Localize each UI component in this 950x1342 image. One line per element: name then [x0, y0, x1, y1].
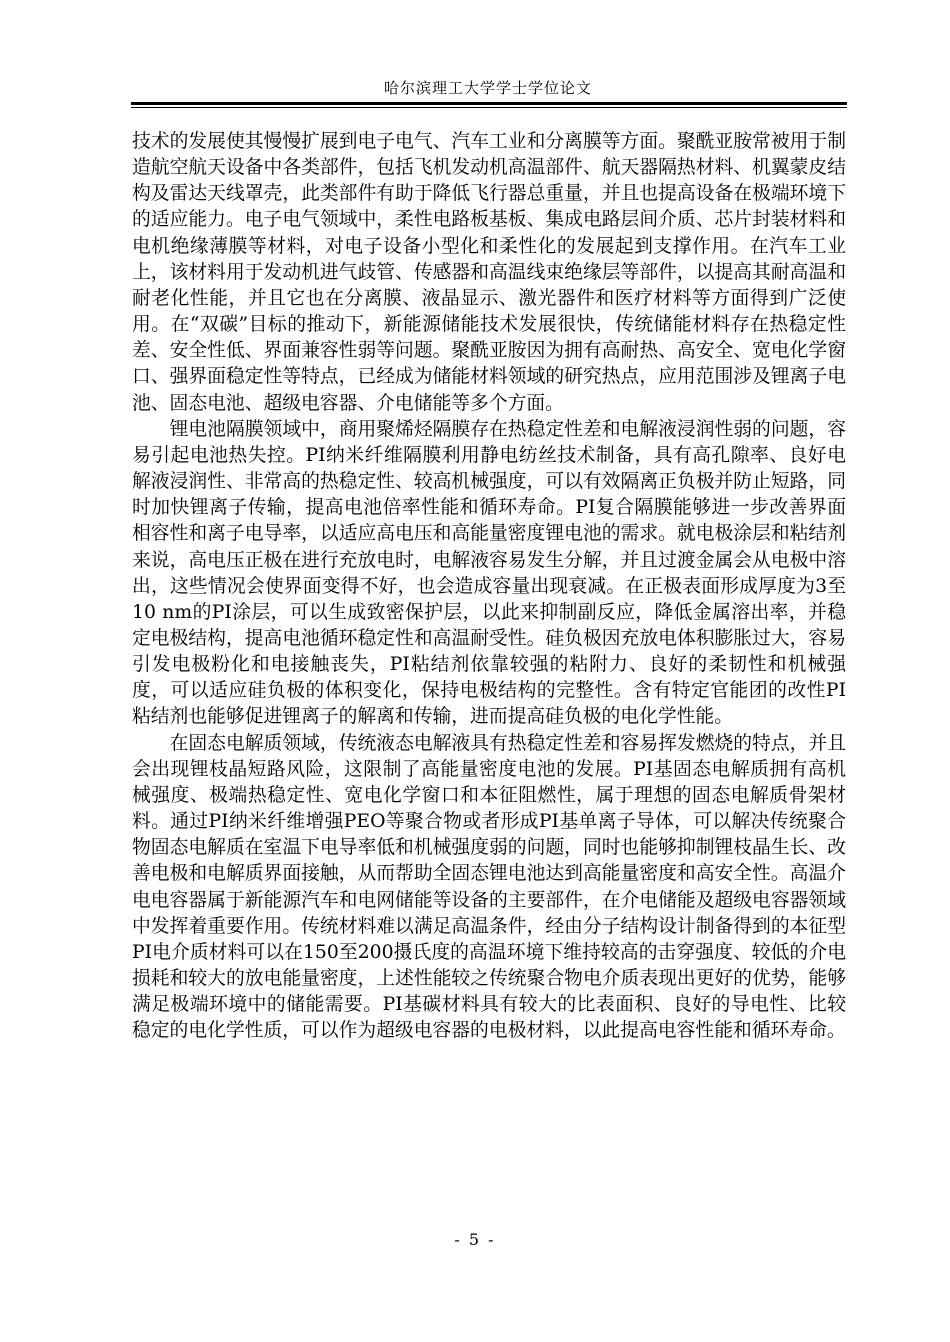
header-rule-thick — [131, 102, 847, 105]
body-text — [132, 129, 846, 1044]
page-header-title: 哈尔滨理工大学学士学位论文 — [383, 79, 592, 97]
header-rule-thin — [131, 107, 847, 108]
paragraph-1: 技术的发展使其慢慢扩展到电子电气、汽车工业和分离膜等方面。聚酰亚胺常被用于制造航空航天设备中各类部件，包括飞机发动机高温部件、航天器隔热材料、机翼蒙皮结构及雷达天线罩壳，此类部件有助于降低飞行器总重量，并且也提高设备在极端环境下的适应能力。电子电气领域中，柔性电路板基板、集成电路层间介质、芯片封装材料和电机绝缘薄膜等材料，对电子设备小型化和柔性化的发展起到支撑作用。在汽车工业上，该材料用于发动机进气歧管、传感器和高温线束绝缘层等部件，以提高其耐高温和耐老化性能，并且它也在分离膜、液晶显示、激光器件和医疗材料等方面得到广泛使用。在“双碳”目标的推动下，新能源储能技术发展很快，传统储能材料存在热稳定性差、安全性低、界面兼容性弱等问题。聚酰亚胺因为拥有高耐热、高安全、宽电化学窗口、强界面稳定性等特点，已经成为储能材料领域的研究热点，应用范围涉及锂离子电池、固态电池、超级电容器、介电储能等多个方面。 — [132, 131, 846, 414]
paragraph-2: 锂电池隔膜领域中，商用聚烯烃隔膜存在热稳定性差和电解液浸润性弱的问题，容易引起电池热失控。PI纳米纤维隔膜利用静电纺丝技术制备，具有高孔隙率、良好电解液浸润性、非常高的热稳定性、较高机械强度，可以有效隔离正负极并防止短路，同时加快锂离子传输，提高电池倍率性能和循环寿命。PI复合隔膜能够进一步改善界面相容性和离子电导率，以适应高电压和高能量密度锂电池的需求。就电极涂层和粘结剂来说，高电压正极在进行充放电时，电解液容易发生分解，并且过渡金属会从电极中溶出，这些情况会使界面变得不好，也会造成容量出现衰减。在正极表面形成厚度为3至10 nm的PI涂层，可以生成致密保护层，以此来抑制副反应，降低金属溶出率，并稳定电极结构，提高电池循环稳定性和高温耐受性。硅负极因充放电体积膨胀过大，容易引发电极粉化和电接触丧失，PI粘结剂依靠较强的粘附力、良好的柔韧性和机械强度，可以适应硅负极的体积变化，保持电极结构的完整性。含有特定官能团的改性PI粘结剂也能够促进锂离子的解离和传输，进而提高硅负极的电化学性能。 — [132, 418, 846, 728]
page-number: - 5 - — [454, 1230, 496, 1249]
paragraph-3: 在固态电解质领域，传统液态电解液具有热稳定性差和容易挥发燃烧的特点，并且会出现锂枝晶短路风险，这限制了高能量密度电池的发展。PI基固态电解质拥有高机械强度、极端热稳定性、宽电化学窗口和本征阻燃性，属于理想的固态电解质骨架材料。通过PI纳米纤维增强PEO等聚合物或者形成PI基单离子导体，可以解决传统聚合物固态电解质在室温下电导率低和机械强度弱的问题，同时也能够抑制锂枝晶生长、改善电极和电解质界面接触，从而帮助全固态锂电池达到高能量密度和高安全性。高温介电电容器属于新能源汽车和电网储能等设备的主要部件，在介电储能及超级电容器领域中发挥着重要作用。传统材料难以满足高温条件，经由分子结构设计制备得到的本征型PI电介质材料可以在150至200摄氏度的高温环境下维持较高的击穿强度、较低的介电损耗和较大的放电能量密度，上述性能较之传统聚合物电介质表现出更好的优势，能够满足极端环境中的储能需要。PI基碳材料具有较大的比表面积、良好的导电性、比较稳定的电化学性质，可以作为超级电容器的电极材料，以此提高电容性能和循环寿命。 — [132, 732, 846, 1042]
